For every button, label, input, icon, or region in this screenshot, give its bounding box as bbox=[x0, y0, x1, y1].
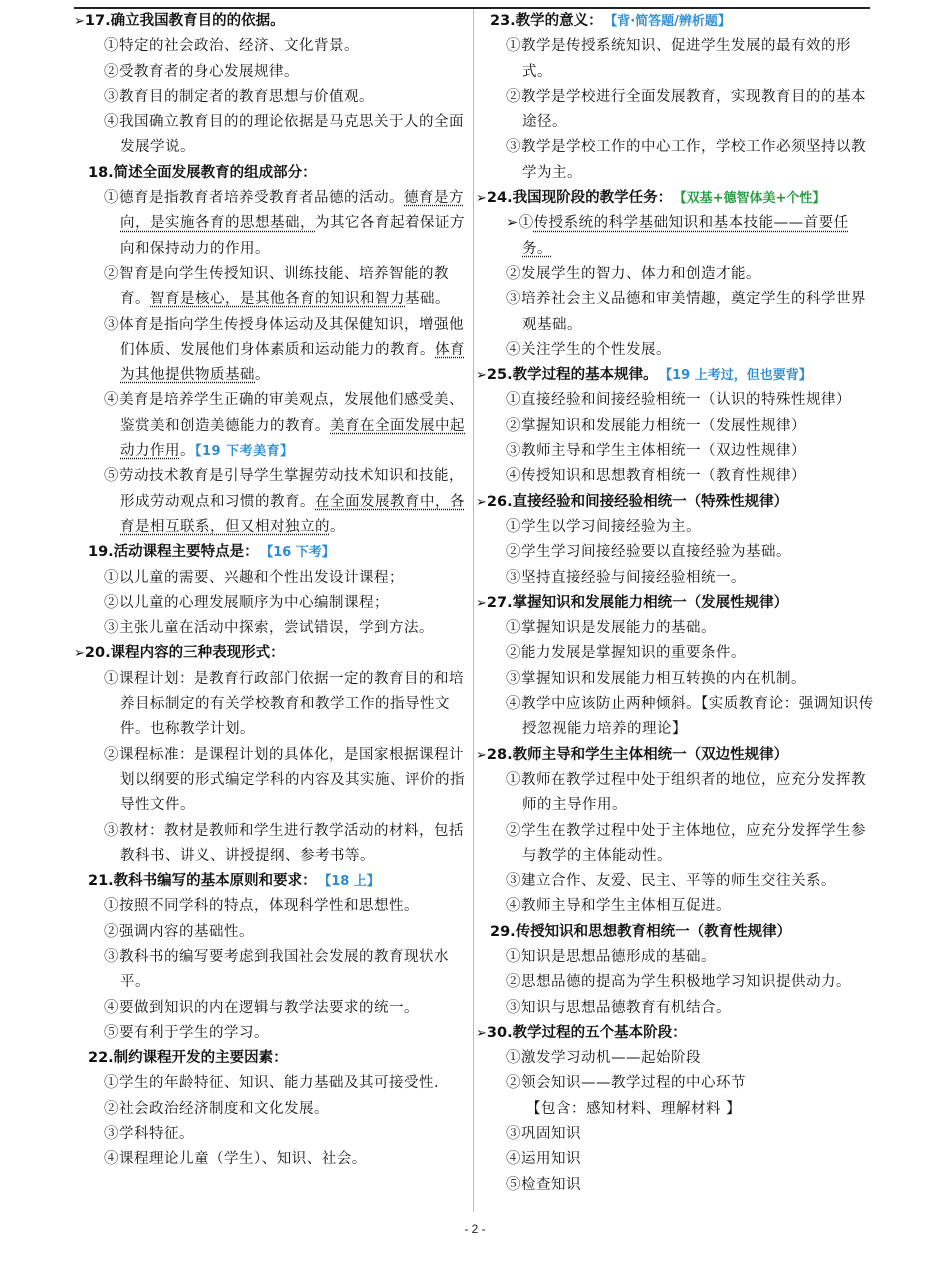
item-text: ②思想品德的提高为学生积极地学习知识提供动力。 bbox=[506, 974, 851, 991]
arrow-bullet-icon: ➢ bbox=[476, 494, 487, 510]
item-text: ②强调内容的基础性。 bbox=[104, 923, 254, 940]
item-text: ④关注学生的个性发展。 bbox=[506, 341, 671, 358]
list-item bbox=[74, 996, 466, 1021]
section-title: 19.活动课程主要特点是： bbox=[88, 544, 259, 561]
list-item bbox=[476, 262, 876, 287]
item-text: ③教科书的编写要考虑到我国社会发展的教育现状水平。 bbox=[104, 948, 449, 991]
section bbox=[476, 920, 876, 1021]
list-item bbox=[74, 1097, 466, 1122]
section-heading bbox=[476, 591, 876, 616]
list-item bbox=[476, 996, 876, 1021]
list-item bbox=[74, 464, 466, 540]
list-item bbox=[74, 110, 466, 161]
list-item bbox=[74, 616, 466, 641]
list-item bbox=[74, 1122, 466, 1147]
page-number: - 2 - bbox=[464, 1222, 486, 1236]
item-text: ①以儿童的需要、兴趣和个性出发设计课程； bbox=[104, 569, 404, 586]
section-title: 23.教学的意义： bbox=[490, 13, 603, 29]
item-text: ①德育是指教育者培养受教育者品德的活动。 bbox=[104, 190, 404, 207]
list-item bbox=[476, 1097, 876, 1122]
section bbox=[476, 743, 876, 920]
section-title: 26.直接经验和间接经验相统一（特殊性规律） bbox=[486, 493, 789, 510]
arrow-bullet-icon: ➢ bbox=[74, 14, 85, 29]
item-text: ③知识与思想品德教育有机结合。 bbox=[506, 999, 731, 1016]
section-title: 30.教学过程的五个基本阶段： bbox=[486, 1024, 687, 1041]
item-text-tail: 为其它各育起着保证方向和保持动力的作用。 bbox=[120, 215, 465, 257]
list-item bbox=[74, 1071, 466, 1096]
section-title: 29.传授知识和思想教育相统一（教育性规律） bbox=[490, 923, 792, 940]
exam-note-tag: 【背·简答题/辨析题】 bbox=[610, 14, 731, 29]
item-text: ①课程计划：是教育行政部门依据一定的教育目的和培养目标制定的有关学校教育和教学工作的指导性文件。也称教学计划。 bbox=[104, 670, 464, 738]
list-item bbox=[476, 566, 876, 591]
section-heading bbox=[74, 161, 466, 186]
section-heading bbox=[74, 9, 466, 34]
item-text: ①特定的社会政治、经济、文化背景。 bbox=[104, 38, 359, 55]
item-text: ①激发学习动机——起始阶段 bbox=[506, 1050, 701, 1067]
section-title: 25.教学过程的基本规律。 bbox=[486, 367, 658, 384]
list-item bbox=[74, 920, 466, 945]
arrow-bullet-icon: ➢ bbox=[476, 191, 487, 207]
list-item bbox=[476, 1147, 876, 1172]
list-item bbox=[476, 338, 876, 363]
item-text: ➢① bbox=[506, 215, 534, 232]
list-item bbox=[74, 667, 466, 743]
item-text: ①教师在教学过程中处于组织者的地位，应充分发挥教师的主导作用。 bbox=[506, 771, 866, 814]
exam-note-tag: 【双基+德智体美+个性】 bbox=[680, 191, 826, 207]
arrow-bullet-icon: ➢ bbox=[476, 1025, 487, 1041]
section bbox=[74, 869, 466, 1046]
item-text: ①教学是传授系统知识、促进学生发展的最有效的形式。 bbox=[506, 38, 851, 80]
item-text: ④运用知识 bbox=[506, 1151, 581, 1168]
list-item bbox=[74, 186, 466, 262]
list-item bbox=[74, 566, 466, 591]
item-emphasis: 体育为其他提供物质基础 bbox=[120, 341, 465, 384]
item-text: ②领会知识——教学过程的中心环节 bbox=[506, 1075, 746, 1092]
item-text: ②学生学习间接经验要以直接经验为基础。 bbox=[506, 544, 791, 561]
item-text: ③主张儿童在活动中探索，尝试错误，学到方法。 bbox=[104, 620, 434, 637]
item-text: ①掌握知识是发展能力的基础。 bbox=[506, 620, 716, 637]
item-text: ③掌握知识和发展能力相互转换的内在机制。 bbox=[506, 670, 806, 687]
left-column bbox=[74, 9, 466, 1173]
section-heading bbox=[476, 363, 876, 388]
section-heading bbox=[74, 641, 466, 666]
item-text: ②社会政治经济制度和文化发展。 bbox=[104, 1100, 329, 1117]
item-text: ④教师主导和学生主体相互促进。 bbox=[506, 898, 731, 915]
section-title: 22.制约课程开发的主要因素： bbox=[88, 1050, 288, 1067]
item-text: ④课程理论儿童（学生）、知识、社会。 bbox=[104, 1151, 367, 1168]
item-text: ③巩固知识 bbox=[506, 1126, 581, 1143]
list-item bbox=[74, 945, 466, 996]
item-text-tail: 。 bbox=[255, 367, 270, 384]
item-text: ③培养社会主义品德和审美情趣，奠定学生的科学世界观基础。 bbox=[506, 291, 866, 333]
item-text: ③建立合作、友爱、民主、平等的师生交往关系。 bbox=[506, 873, 836, 890]
list-item bbox=[476, 515, 876, 540]
list-item bbox=[74, 262, 466, 313]
list-item bbox=[476, 464, 876, 489]
section-title: 20.课程内容的三种表现形式： bbox=[84, 645, 285, 662]
list-item bbox=[476, 439, 876, 464]
list-item bbox=[476, 211, 876, 262]
list-item bbox=[476, 1173, 876, 1198]
list-item bbox=[476, 540, 876, 565]
list-item bbox=[476, 819, 876, 870]
item-text: ②学生在教学过程中处于主体地位，应充分发挥学生参与教学的主体能动性。 bbox=[506, 822, 866, 864]
section bbox=[74, 9, 466, 161]
list-item bbox=[476, 1046, 876, 1071]
list-item bbox=[74, 34, 466, 59]
list-item bbox=[476, 869, 876, 894]
right-column bbox=[476, 9, 876, 1198]
section-title: 17.确立我国教育目的的依据。 bbox=[84, 13, 285, 29]
item-text: ⑤检查知识 bbox=[506, 1176, 581, 1193]
item-text-tail: 基础。 bbox=[405, 291, 450, 308]
section-heading bbox=[74, 1046, 466, 1071]
section bbox=[476, 186, 876, 363]
list-item bbox=[476, 287, 876, 338]
item-text: ④传授知识和思想教育相统一（教育性规律） bbox=[506, 468, 806, 485]
arrow-bullet-icon: ➢ bbox=[476, 368, 487, 384]
item-text: ⑤劳动技术教育是引导学生掌握劳动技术知识和技能，形成劳动观点和习惯的教育。 bbox=[104, 468, 464, 510]
item-text: ④教学中应该防止两种倾斜。【实质教育论：强调知识传授忽视能力培养的理论】 bbox=[506, 696, 874, 738]
item-emphasis: 在全面发展教育中，各育是相互联系，但又相对独立的 bbox=[120, 493, 465, 535]
item-text: ①学生的年龄特征、知识、能力基础及其可接受性. bbox=[104, 1075, 440, 1092]
item-text: ③教材：教材是教师和学生进行教学活动的材料，包括教科书、讲义、讲授提纲、参考书等。 bbox=[104, 822, 464, 864]
item-text: ②能力发展是掌握知识的重要条件。 bbox=[506, 645, 746, 662]
item-text: ②课程标准：是课程计划的具体化，是国家根据课程计划以纲要的形式编定学科的内容及其实施、评价的指导性文件。 bbox=[104, 746, 465, 814]
section-heading bbox=[74, 869, 466, 894]
section bbox=[476, 591, 876, 743]
item-text: ①按照不同学科的特点，体现科学性和思想性。 bbox=[104, 898, 419, 915]
arrow-bullet-icon: ➢ bbox=[74, 646, 85, 662]
section-heading bbox=[476, 920, 876, 945]
section-heading bbox=[476, 490, 876, 515]
section-title: 27.掌握知识和发展能力相统一（发展性规律） bbox=[486, 594, 789, 611]
section-heading bbox=[476, 1021, 876, 1046]
section-title: 24.我国现阶段的教学任务： bbox=[486, 190, 673, 207]
list-item bbox=[476, 1071, 876, 1096]
item-text: ③教育目的制定者的教育思想与价值观。 bbox=[104, 88, 374, 105]
exam-note-tag: 【16 下考】 bbox=[266, 545, 335, 561]
section-title: 21.教科书编写的基本原则和要求： bbox=[88, 873, 317, 890]
list-item bbox=[476, 135, 876, 186]
item-text: ②掌握知识和发展能力相统一（发展性规律） bbox=[506, 417, 806, 434]
section-title: 18.简述全面发展教育的组成部分： bbox=[88, 164, 317, 181]
item-text: ①学生以学习间接经验为主。 bbox=[506, 518, 701, 535]
item-text: ⑤要有利于学生的学习。 bbox=[104, 1024, 269, 1041]
item-text: ③教师主导和学生主体相统一（双边性规律） bbox=[506, 443, 806, 460]
exam-note-tag: 【19 下考美育】 bbox=[195, 444, 294, 460]
arrow-bullet-icon: ➢ bbox=[476, 747, 487, 763]
item-emphasis: 德育是方向，是实施各育的思想基础， bbox=[120, 190, 464, 232]
section-heading bbox=[476, 186, 876, 211]
item-text: ②智育是向学生传授知识、训练技能、培养智能的教育。 bbox=[104, 265, 449, 308]
item-text: ③教学是学校工作的中心工作，学校工作必须坚持以教学为主。 bbox=[506, 139, 866, 181]
list-item bbox=[476, 1122, 876, 1147]
arrow-bullet-icon: ➢ bbox=[476, 595, 487, 611]
list-item bbox=[476, 692, 876, 743]
section bbox=[74, 641, 466, 869]
item-text: ②发展学生的智力、体力和创造才能。 bbox=[506, 265, 761, 282]
list-item bbox=[476, 616, 876, 641]
list-item bbox=[476, 388, 876, 413]
section bbox=[74, 1046, 466, 1172]
list-item bbox=[476, 768, 876, 819]
item-text: ③坚持直接经验与间接经验相统一。 bbox=[506, 569, 746, 586]
item-text: ③学科特征。 bbox=[104, 1126, 194, 1143]
item-text: ①直接经验和间接经验相统一（认识的特殊性规律） bbox=[506, 392, 851, 409]
item-emphasis: 美育在全面发展中起动力作用 bbox=[120, 417, 465, 460]
list-item bbox=[74, 819, 466, 870]
item-text: ①知识是思想品德形成的基础。 bbox=[506, 948, 716, 965]
list-item bbox=[74, 1147, 466, 1172]
section bbox=[476, 9, 876, 186]
section bbox=[476, 1021, 876, 1198]
item-emphasis: 智育是核心，是其他各育的知识和智力 bbox=[150, 291, 405, 308]
section bbox=[476, 363, 876, 489]
list-item bbox=[476, 641, 876, 666]
exam-note-tag: 【19 上考过，但也要背】 bbox=[665, 368, 812, 384]
list-item bbox=[476, 414, 876, 439]
list-item bbox=[74, 894, 466, 919]
item-text: ④我国确立教育目的的理论依据是马克思关于人的全面发展学说。 bbox=[104, 114, 464, 156]
list-item bbox=[74, 60, 466, 85]
item-text: 【包含：感知材料、理解材料 】 bbox=[526, 1100, 742, 1117]
list-item bbox=[74, 1021, 466, 1046]
item-text: ④要做到知识的内在逻辑与教学法要求的统一。 bbox=[104, 999, 419, 1016]
list-item bbox=[74, 313, 466, 389]
exam-note-tag: 【18 上】 bbox=[324, 874, 380, 890]
section-heading bbox=[476, 9, 876, 34]
section-title: 28.教师主导和学生主体相统一（双边性规律） bbox=[486, 746, 789, 763]
section bbox=[74, 540, 466, 641]
list-item bbox=[74, 591, 466, 616]
section bbox=[476, 490, 876, 591]
item-text: ②教学是学校进行全面发展教育，实现教育目的的基本途径。 bbox=[506, 88, 866, 131]
item-text-tail: 。 bbox=[180, 443, 195, 460]
section bbox=[74, 161, 466, 540]
item-text: ③体育是指向学生传授身体运动及其保健知识，增强他们体质、发展他们身体素质和运动能力的教育。 bbox=[104, 316, 464, 358]
item-text-tail: 。 bbox=[330, 518, 345, 535]
list-item bbox=[476, 970, 876, 995]
list-item bbox=[476, 667, 876, 692]
list-item bbox=[74, 85, 466, 110]
list-item bbox=[476, 34, 876, 85]
section-heading bbox=[74, 540, 466, 565]
list-item bbox=[74, 743, 466, 819]
item-emphasis: 传授系统的科学基础知识和基本技能——首要任务。 bbox=[522, 215, 849, 257]
item-text: ④美育是培养学生正确的审美观点，发展他们感受美、鉴赏美和创造美德能力的教育。 bbox=[104, 392, 464, 434]
list-item bbox=[476, 894, 876, 919]
column-divider bbox=[473, 9, 474, 1212]
item-text: ②受教育者的身心发展规律。 bbox=[104, 63, 299, 80]
list-item bbox=[476, 945, 876, 970]
list-item bbox=[74, 388, 466, 464]
item-text: ②以儿童的心理发展顺序为中心编制课程； bbox=[104, 594, 389, 611]
list-item bbox=[476, 85, 876, 136]
section-heading bbox=[476, 743, 876, 768]
